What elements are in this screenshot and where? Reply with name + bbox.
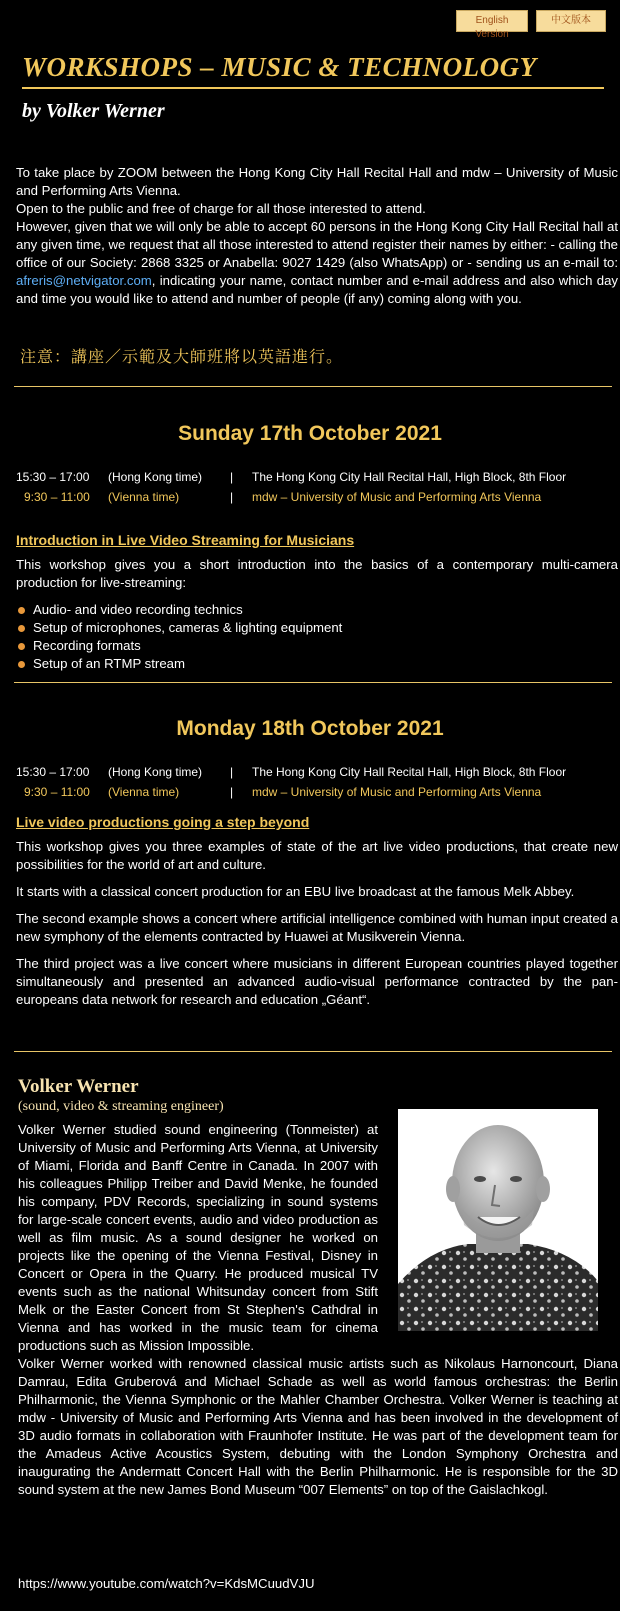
biography-paragraph: Volker Werner studied sound engineering (Tonmeister) at University of Music and Performing Arts Vienna, at University of Miami, Florida and Banff Centre in Canada. In 2007 with his colleagues Philipp Treiber and David Menke, he founded his company, PDV Records, specializing in sound systems for large-scale concert events, audio and video production as well as film music. As a sound designer he worked on projects like the opening of the Vienna Festival, Disney in Concert or Opera in the Quarry. He produced musical TV events such as the national Whitsunday concert from Stift Melk or the Easter Concert from St Stephen's Cathdral in Vienna and has worked in the music team for cinema productions such as Mission Impossible. [18,1122,378,1353]
speaker-portrait [398,1109,598,1331]
workshop-paragraph: The third project was a live concert where musicians in different European countries played together simultaneously and presented an advanced audio-visual performance contracted by the pan-europeans data network for research and education „Géant“. [16,956,618,1007]
intro-paragraph [16,218,618,308]
language-note: 注意：講座／示範及大師班將以英語進行。 [20,349,344,366]
separator: | [230,785,234,799]
workshop-paragraph: This workshop gives you three examples of state of the art live video productions, that create new possibilities for the world of art and culture. [16,839,618,872]
session-date: Monday 18th October 2021 [176,717,444,740]
intro-paragraph: To take place by ZOOM between the Hong Kong City Hall Recital Hall and mdw – University of Music and Performing Arts Vienna. [16,165,618,198]
language-switcher [456,10,606,40]
list-item: Recording formats [18,637,342,655]
byline: by Volker Werner [22,100,165,122]
english-version-button[interactable]: English Version [456,10,528,32]
divider [14,386,612,387]
registration-text: , indicating your name, contact number and e-mail address and also which day and time you would like to attend and number of people (if any) coming along with you. [16,273,618,306]
workshop-paragraph: The second example shows a concert where artificial intelligence combined with human input created a new symphony of the elements contracted by Huawei at Musikverein Vienna. [16,911,618,944]
page-title: WORKSHOPS – MUSIC & TECHNOLOGY [22,52,604,89]
time-zone: (Vienna time) [108,490,180,504]
workshop-description [16,556,618,601]
workshop-paragraph: This workshop gives you a short introduction into the basics of a contemporary multi-camera production for live-streaming: [16,557,618,590]
time-zone: (Vienna time) [108,785,180,799]
workshop-description [16,838,618,1018]
time-zone: (Hong Kong time) [108,765,203,779]
divider [14,682,612,683]
time-zone: (Hong Kong time) [108,470,203,484]
time-range: 15:30 – 17:00 [16,470,90,484]
workshop-title: Introduction in Live Video Streaming for Musicians [16,532,355,548]
time-range: 15:30 – 17:00 [16,765,90,779]
time-range: 9:30 – 11:00 [24,785,90,799]
speaker-name: Volker Werner [18,1076,139,1097]
venue: mdw – University of Music and Performing Arts Vienna [252,490,542,504]
workshop-topics-list [18,601,342,673]
separator: | [230,765,234,779]
list-item: Setup of an RTMP stream [18,655,342,673]
workshop-title: Live video productions going a step beyond [16,814,310,830]
separator: | [230,490,234,504]
venue: mdw – University of Music and Performing Arts Vienna [252,785,542,799]
list-item: Audio- and video recording technics [18,601,342,619]
youtube-link[interactable]: https://www.youtube.com/watch?v=KdsMCuudVJU [18,1576,315,1591]
speaker-biography [18,1121,618,1499]
session-date: Sunday 17th October 2021 [178,422,442,445]
speaker-role: (sound, video & streaming engineer) [18,1099,224,1114]
speaker-photo-illustration [398,1109,598,1331]
divider [14,1051,612,1052]
workshop-paragraph: It starts with a classical concert production for an EBU live broadcast at the famous Melk Abbey. [16,884,575,899]
venue: The Hong Kong City Hall Recital Hall, High Block, 8th Floor [252,765,567,779]
time-range: 9:30 – 11:00 [24,490,90,504]
registration-text: However, given that we will only be able to accept 60 persons in the Hong Kong City Hall Recital hall at any given time, we request that all those interested to attend register their names by either: - calling the office of our Society: 2868 3325 or Anabella: 9027 1429 (also WhatsApp) or - sending us an e-mail to: [16,219,618,270]
list-item: Setup of microphones, cameras & lighting equipment [18,619,342,637]
venue: The Hong Kong City Hall Recital Hall, High Block, 8th Floor [252,470,567,484]
intro-paragraph: Open to the public and free of charge for all those interested to attend. [16,201,426,216]
separator: | [230,470,234,484]
biography-paragraph: Volker Werner worked with renowned classical music artists such as Nikolaus Harnoncourt, Diana Damrau, Edita Gruberová and Michael Schade as well as world famous orchestras: the Berlin Philharmonic, the Vienna Symphonic or the Mahler Chamber Orchestra. Volker Werner is teaching at mdw - University of Music and Performing Arts Vienna and has been involved in the development of 3D audio formats in collaboration with Fraunhofer Institute. He was part of the development team for the Amadeus Active Acoustics System, debuting with the London Symphony Orchestra and inaugurating the Andermatt Concert Hall with the Berlin Philharmonic. He is responsible for the 3D sound system at the new James Bond Museum “007 Elements” on top of the Gaislachkogl. [18,1356,618,1497]
email-link[interactable]: afreris@netvigator.com [16,273,152,288]
intro-text [16,164,618,308]
chinese-version-button[interactable]: 中文版本 [536,10,606,32]
